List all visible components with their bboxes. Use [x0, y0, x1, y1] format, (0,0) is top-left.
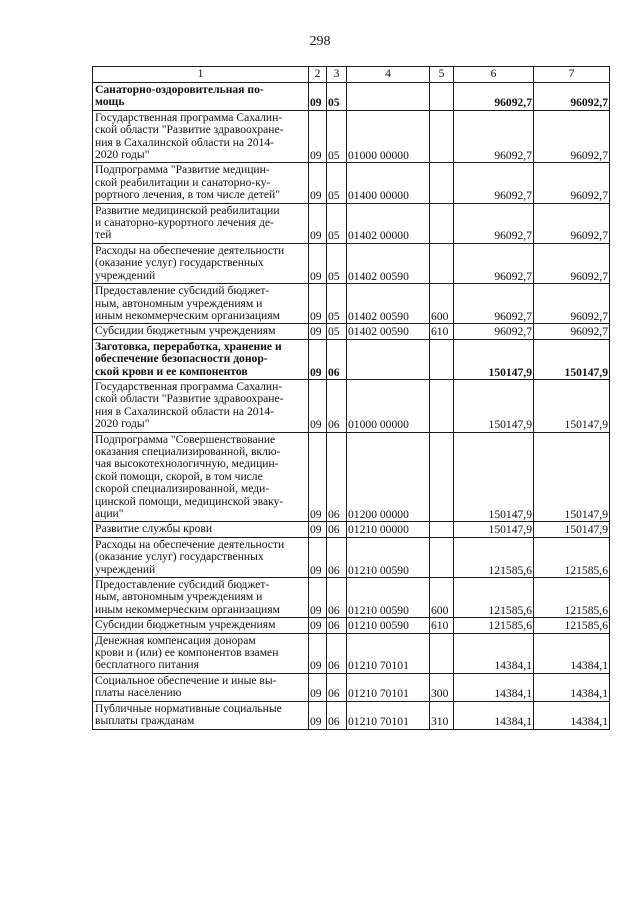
description-line: Подпрограмма "Развитие медицин- — [95, 163, 270, 177]
description-line: Предоставление субсидий бюджет- — [95, 578, 270, 592]
subsection-code: 06 — [327, 673, 347, 701]
table-row — [93, 203, 610, 243]
expense-type-code — [430, 379, 454, 432]
subsection-code: 05 — [327, 203, 347, 243]
expense-type-code — [430, 339, 454, 379]
amount-column-7: 150147,9 — [534, 339, 610, 379]
amount-column-7: 150147,9 — [534, 432, 610, 522]
target-article-code: 01200 00000 — [347, 432, 430, 522]
section-code: 09 — [309, 633, 327, 673]
description-line: мощь — [95, 95, 125, 109]
amount-column-7: 96092,7 — [534, 243, 610, 283]
amount-column-6: 96092,7 — [454, 243, 534, 283]
row-description — [93, 578, 309, 618]
amount-column-6: 121585,6 — [454, 578, 534, 618]
description-line: Публичные нормативные социальные — [95, 701, 282, 715]
description-line: 2020 годы" — [95, 417, 150, 431]
row-description — [93, 324, 309, 339]
subsection-code: 06 — [327, 633, 347, 673]
expense-type-code: 610 — [430, 324, 454, 339]
section-code: 09 — [309, 284, 327, 324]
description-line: (оказание услуг) государственных — [95, 256, 264, 270]
section-code: 09 — [309, 701, 327, 729]
table-row — [93, 522, 610, 537]
expense-type-code — [430, 243, 454, 283]
table-row — [93, 284, 610, 324]
column-header: 6 — [454, 67, 534, 83]
amount-column-6: 121585,6 — [454, 618, 534, 633]
subsection-code: 05 — [327, 324, 347, 339]
section-code: 09 — [309, 379, 327, 432]
description-line: рортного лечения, в том числе детей" — [95, 188, 280, 202]
amount-column-7: 96092,7 — [534, 110, 610, 163]
expense-type-code — [430, 432, 454, 522]
page-number: 298 — [309, 34, 331, 49]
table-row — [93, 578, 610, 618]
section-code: 09 — [309, 537, 327, 577]
row-description — [93, 618, 309, 633]
amount-column-7: 96092,7 — [534, 284, 610, 324]
target-article-code: 01210 70101 — [347, 673, 430, 701]
expense-type-code: 610 — [430, 618, 454, 633]
expense-type-code — [430, 633, 454, 673]
row-description — [93, 284, 309, 324]
row-description — [93, 633, 309, 673]
table-row — [93, 432, 610, 522]
section-code: 09 — [309, 618, 327, 633]
description-line: Государственная программа Сахалин- — [95, 379, 283, 393]
section-code: 09 — [309, 432, 327, 522]
target-article-code: 01400 00000 — [347, 163, 430, 203]
description-line: (оказание услуг) государственных — [95, 550, 264, 564]
description-line: 2020 годы" — [95, 148, 150, 162]
section-code: 09 — [309, 324, 327, 339]
expense-type-code — [430, 537, 454, 577]
subsection-code: 06 — [327, 379, 347, 432]
amount-column-6: 96092,7 — [454, 83, 534, 111]
expense-type-code: 600 — [430, 578, 454, 618]
subsection-code: 05 — [327, 163, 347, 203]
description-line: ным, автономным учреждениям и — [95, 296, 263, 310]
expense-type-code — [430, 110, 454, 163]
subsection-code: 05 — [327, 243, 347, 283]
description-line: иным некоммерческим организациям — [95, 308, 280, 322]
description-line: скорой специализированной, меди- — [95, 482, 270, 496]
description-line: Субсидии бюджетным учреждениям — [95, 324, 276, 338]
amount-column-6: 96092,7 — [454, 203, 534, 243]
description-line: ния в Сахалинской области на 2014- — [95, 404, 275, 418]
expense-type-code — [430, 203, 454, 243]
description-line: ской крови и ее компонентов — [95, 364, 248, 378]
row-description — [93, 432, 309, 522]
row-description — [93, 701, 309, 729]
target-article-code — [347, 339, 430, 379]
table-row — [93, 537, 610, 577]
description-line: обеспечение безопасности донор- — [95, 352, 268, 366]
section-code: 09 — [309, 339, 327, 379]
amount-column-6: 150147,9 — [454, 432, 534, 522]
amount-column-6: 14384,1 — [454, 673, 534, 701]
amount-column-6: 14384,1 — [454, 701, 534, 729]
description-line: учреждений — [95, 268, 156, 282]
section-code: 09 — [309, 522, 327, 537]
amount-column-7: 14384,1 — [534, 701, 610, 729]
amount-column-6: 14384,1 — [454, 633, 534, 673]
amount-column-6: 121585,6 — [454, 537, 534, 577]
expense-type-code: 600 — [430, 284, 454, 324]
row-description — [93, 110, 309, 163]
amount-column-7: 121585,6 — [534, 578, 610, 618]
budget-table — [92, 66, 610, 730]
subsection-code: 06 — [327, 701, 347, 729]
subsection-code: 05 — [327, 284, 347, 324]
table-row — [93, 324, 610, 339]
description-line: чая высокотехнологичную, медицин- — [95, 457, 279, 471]
amount-column-7: 150147,9 — [534, 379, 610, 432]
amount-column-7: 121585,6 — [534, 618, 610, 633]
description-line: бесплатного питания — [95, 658, 199, 672]
amount-column-7: 150147,9 — [534, 522, 610, 537]
amount-column-6: 96092,7 — [454, 324, 534, 339]
description-line: ской реабилитации и санаторно-ку- — [95, 175, 271, 189]
column-header: 4 — [347, 67, 430, 83]
section-code: 09 — [309, 110, 327, 163]
section-code: 09 — [309, 243, 327, 283]
target-article-code: 01210 00590 — [347, 578, 430, 618]
amount-column-7: 96092,7 — [534, 83, 610, 111]
description-line: Государственная программа Сахалин- — [95, 110, 283, 124]
row-description — [93, 203, 309, 243]
target-article-code — [347, 83, 430, 111]
amount-column-7: 121585,6 — [534, 537, 610, 577]
target-article-code: 01402 00590 — [347, 284, 430, 324]
amount-column-7: 96092,7 — [534, 203, 610, 243]
subsection-code: 06 — [327, 578, 347, 618]
description-line: Развитие медицинской реабилитации — [95, 203, 280, 217]
description-line: ным, автономным учреждениям и — [95, 590, 263, 604]
table-row — [93, 110, 610, 163]
description-line: иным некоммерческим организациям — [95, 602, 280, 616]
row-description — [93, 379, 309, 432]
row-description — [93, 243, 309, 283]
table-row — [93, 633, 610, 673]
target-article-code: 01210 00590 — [347, 537, 430, 577]
amount-column-7: 96092,7 — [534, 163, 610, 203]
expense-type-code — [430, 83, 454, 111]
header-row — [93, 67, 610, 83]
row-description — [93, 673, 309, 701]
target-article-code: 01210 70101 — [347, 701, 430, 729]
target-article-code: 01402 00000 — [347, 203, 430, 243]
description-line: Санаторно-оздоровительная по- — [95, 83, 264, 96]
target-article-code: 01210 70101 — [347, 633, 430, 673]
amount-column-7: 96092,7 — [534, 324, 610, 339]
description-line: ния в Сахалинской области на 2014- — [95, 135, 275, 149]
table-row — [93, 673, 610, 701]
column-header: 7 — [534, 67, 610, 83]
table-row — [93, 83, 610, 111]
expense-type-code: 300 — [430, 673, 454, 701]
amount-column-6: 96092,7 — [454, 284, 534, 324]
row-description — [93, 537, 309, 577]
expense-type-code — [430, 522, 454, 537]
amount-column-7: 14384,1 — [534, 673, 610, 701]
table-row — [93, 163, 610, 203]
target-article-code: 01210 00590 — [347, 618, 430, 633]
description-line: тей — [95, 228, 112, 242]
description-line: Субсидии бюджетным учреждениям — [95, 618, 276, 632]
table-row — [93, 701, 610, 729]
section-code: 09 — [309, 578, 327, 618]
description-line: Социальное обеспечение и иные вы- — [95, 673, 277, 687]
section-code: 09 — [309, 673, 327, 701]
amount-column-6: 150147,9 — [454, 522, 534, 537]
row-description — [93, 83, 309, 111]
column-header: 2 — [309, 67, 327, 83]
description-line: крови и (или) ее компонентов взамен — [95, 646, 279, 660]
amount-column-6: 96092,7 — [454, 163, 534, 203]
description-line: Подпрограмма "Совершенствование — [95, 432, 276, 446]
expense-type-code: 310 — [430, 701, 454, 729]
column-header: 5 — [430, 67, 454, 83]
amount-column-6: 150147,9 — [454, 339, 534, 379]
amount-column-7: 14384,1 — [534, 633, 610, 673]
table-row — [93, 618, 610, 633]
section-code: 09 — [309, 163, 327, 203]
section-code: 09 — [309, 83, 327, 111]
subsection-code: 06 — [327, 618, 347, 633]
subsection-code: 06 — [327, 432, 347, 522]
subsection-code: 06 — [327, 339, 347, 379]
expense-type-code — [430, 163, 454, 203]
description-line: Развитие службы крови — [95, 522, 213, 536]
row-description — [93, 522, 309, 537]
table-row — [93, 339, 610, 379]
description-line: Предоставление субсидий бюджет- — [95, 284, 270, 298]
subsection-code: 06 — [327, 522, 347, 537]
description-line: учреждений — [95, 562, 156, 576]
target-article-code: 01000 00000 — [347, 110, 430, 163]
description-line: выплаты гражданам — [95, 714, 195, 728]
target-article-code: 01000 00000 — [347, 379, 430, 432]
column-header: 3 — [327, 67, 347, 83]
table-row — [93, 243, 610, 283]
target-article-code: 01402 00590 — [347, 324, 430, 339]
row-description — [93, 163, 309, 203]
description-line: Заготовка, переработка, хранение и — [95, 339, 282, 353]
subsection-code: 06 — [327, 537, 347, 577]
row-description — [93, 339, 309, 379]
description-line: оказания специализированной, вклю- — [95, 444, 281, 458]
table-body — [93, 67, 610, 730]
description-line: цинской помощи, медицинской эваку- — [95, 494, 284, 508]
description-line: Денежная компенсация донорам — [95, 633, 256, 647]
subsection-code: 05 — [327, 83, 347, 111]
target-article-code: 01210 00000 — [347, 522, 430, 537]
amount-column-6: 96092,7 — [454, 110, 534, 163]
description-line: Расходы на обеспечение деятельности — [95, 537, 285, 551]
amount-column-6: 150147,9 — [454, 379, 534, 432]
description-line: ской области "Развитие здравоохране- — [95, 123, 284, 137]
table-row — [93, 379, 610, 432]
section-code: 09 — [309, 203, 327, 243]
target-article-code: 01402 00590 — [347, 243, 430, 283]
column-header: 1 — [93, 67, 309, 83]
description-line: и санаторно-курортного лечения де- — [95, 216, 274, 230]
description-line: ской помощи, скорой, в том числе — [95, 469, 263, 483]
subsection-code: 05 — [327, 110, 347, 163]
description-line: платы населению — [95, 686, 182, 700]
description-line: Расходы на обеспечение деятельности — [95, 243, 285, 257]
description-line: ской области "Развитие здравоохране- — [95, 392, 284, 406]
description-line: ации" — [95, 507, 124, 520]
